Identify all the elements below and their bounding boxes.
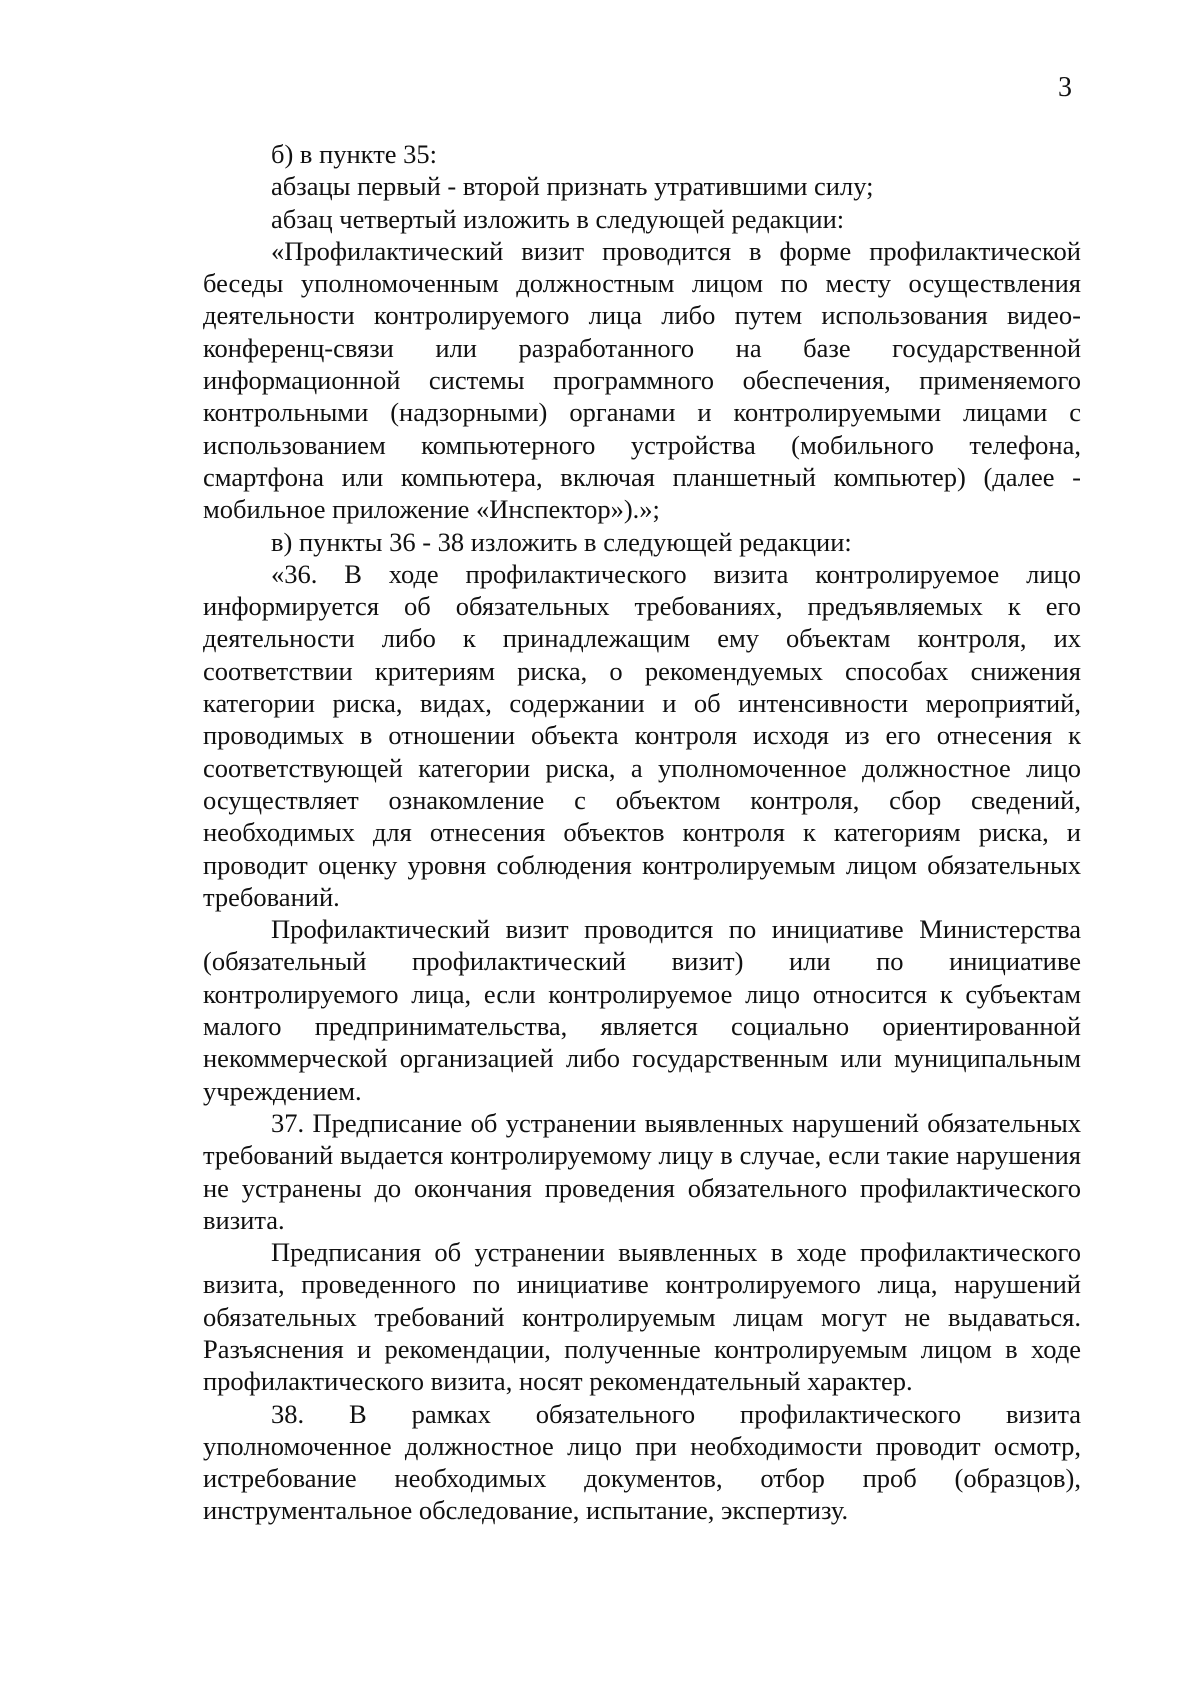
paragraph-point-38: 38. В рамках обязательного профилактического визита уполномоченное должностное лицо при необходимости проводит осмотр, истребование необходимых документов, отбор проб (образцов), инструментальное обследование, испытание, экспертизу. bbox=[203, 1398, 1081, 1526]
paragraph-abzacy-invalid: абзацы первый - второй признать утратившими силу; bbox=[271, 171, 874, 202]
paragraph-prescriptions: Предписания об устранении выявленных в ходе профилактического визита, проведенного по инициативе контролируемого лица, нарушений обязательных требований контролируемым лицам могут не выдаваться. Разъяснения и рекомендации, полученные контролируемым лицом в ходе профилактического визита, носят рекомендательный характер. bbox=[203, 1237, 1081, 1397]
paragraph-item-v-points-36-38: в) пункты 36 - 38 изложить в следующей редакции: bbox=[271, 526, 852, 557]
paragraph-quote-preventive-visit: «Профилактический визит проводится в форме профилактической беседы уполномоченным должностным лицом по месту осуществления деятельности контролируемого лица либо путем использования видео-конференц-связи или разработанного на базе государственной информационной системы программного обеспечения, применяемого контрольными (надзорными) органами и контролируемыми лицами с использованием компьютерного устройства (мобильного телефона, смартфона или компьютера, включая планшетный компьютер) (далее - мобильное приложение «Инспектор»).»; bbox=[203, 235, 1081, 525]
document-body bbox=[203, 138, 1081, 1527]
paragraph-point-36: «36. В ходе профилактического визита контролируемое лицо информируется об обязательных требованиях, предъявляемых к его деятельности либо к принадлежащим ему объектам контроля, их соответствии критериям риска, о рекомендуемых способах снижения категории риска, видах, содержании и об интенсивности мероприятий, проводимых в отношении объекта контроля исходя из его отнесения к соответствующей категории риска, а уполномоченное должностное лицо осуществляет ознакомление с объектом контроля, сбор сведений, необходимых для отнесения объектов контроля к категориям риска, и проводит оценку уровня соблюдения контролируемым лицом обязательных требований. bbox=[203, 558, 1081, 912]
paragraph-point-37: 37. Предписание об устранении выявленных нарушений обязательных требований выдается контролируемому лицу в случае, если такие нарушения не устранены до окончания проведения обязательного профилактического визита. bbox=[203, 1107, 1081, 1235]
paragraph-visit-initiative: Профилактический визит проводится по инициативе Министерства (обязательный профилактический визит) или по инициативе контролируемого лица, если контролируемое лицо относится к субъектам малого предпринимательства, является социально ориентированной некоммерческой организацией либо государственным или муниципальным учреждением. bbox=[203, 914, 1081, 1106]
paragraph-abzac-fourth: абзац четвертый изложить в следующей редакции: bbox=[271, 203, 845, 234]
page-number: 3 bbox=[1058, 72, 1072, 103]
paragraph-item-b-point-35: б) в пункте 35: bbox=[271, 139, 438, 169]
